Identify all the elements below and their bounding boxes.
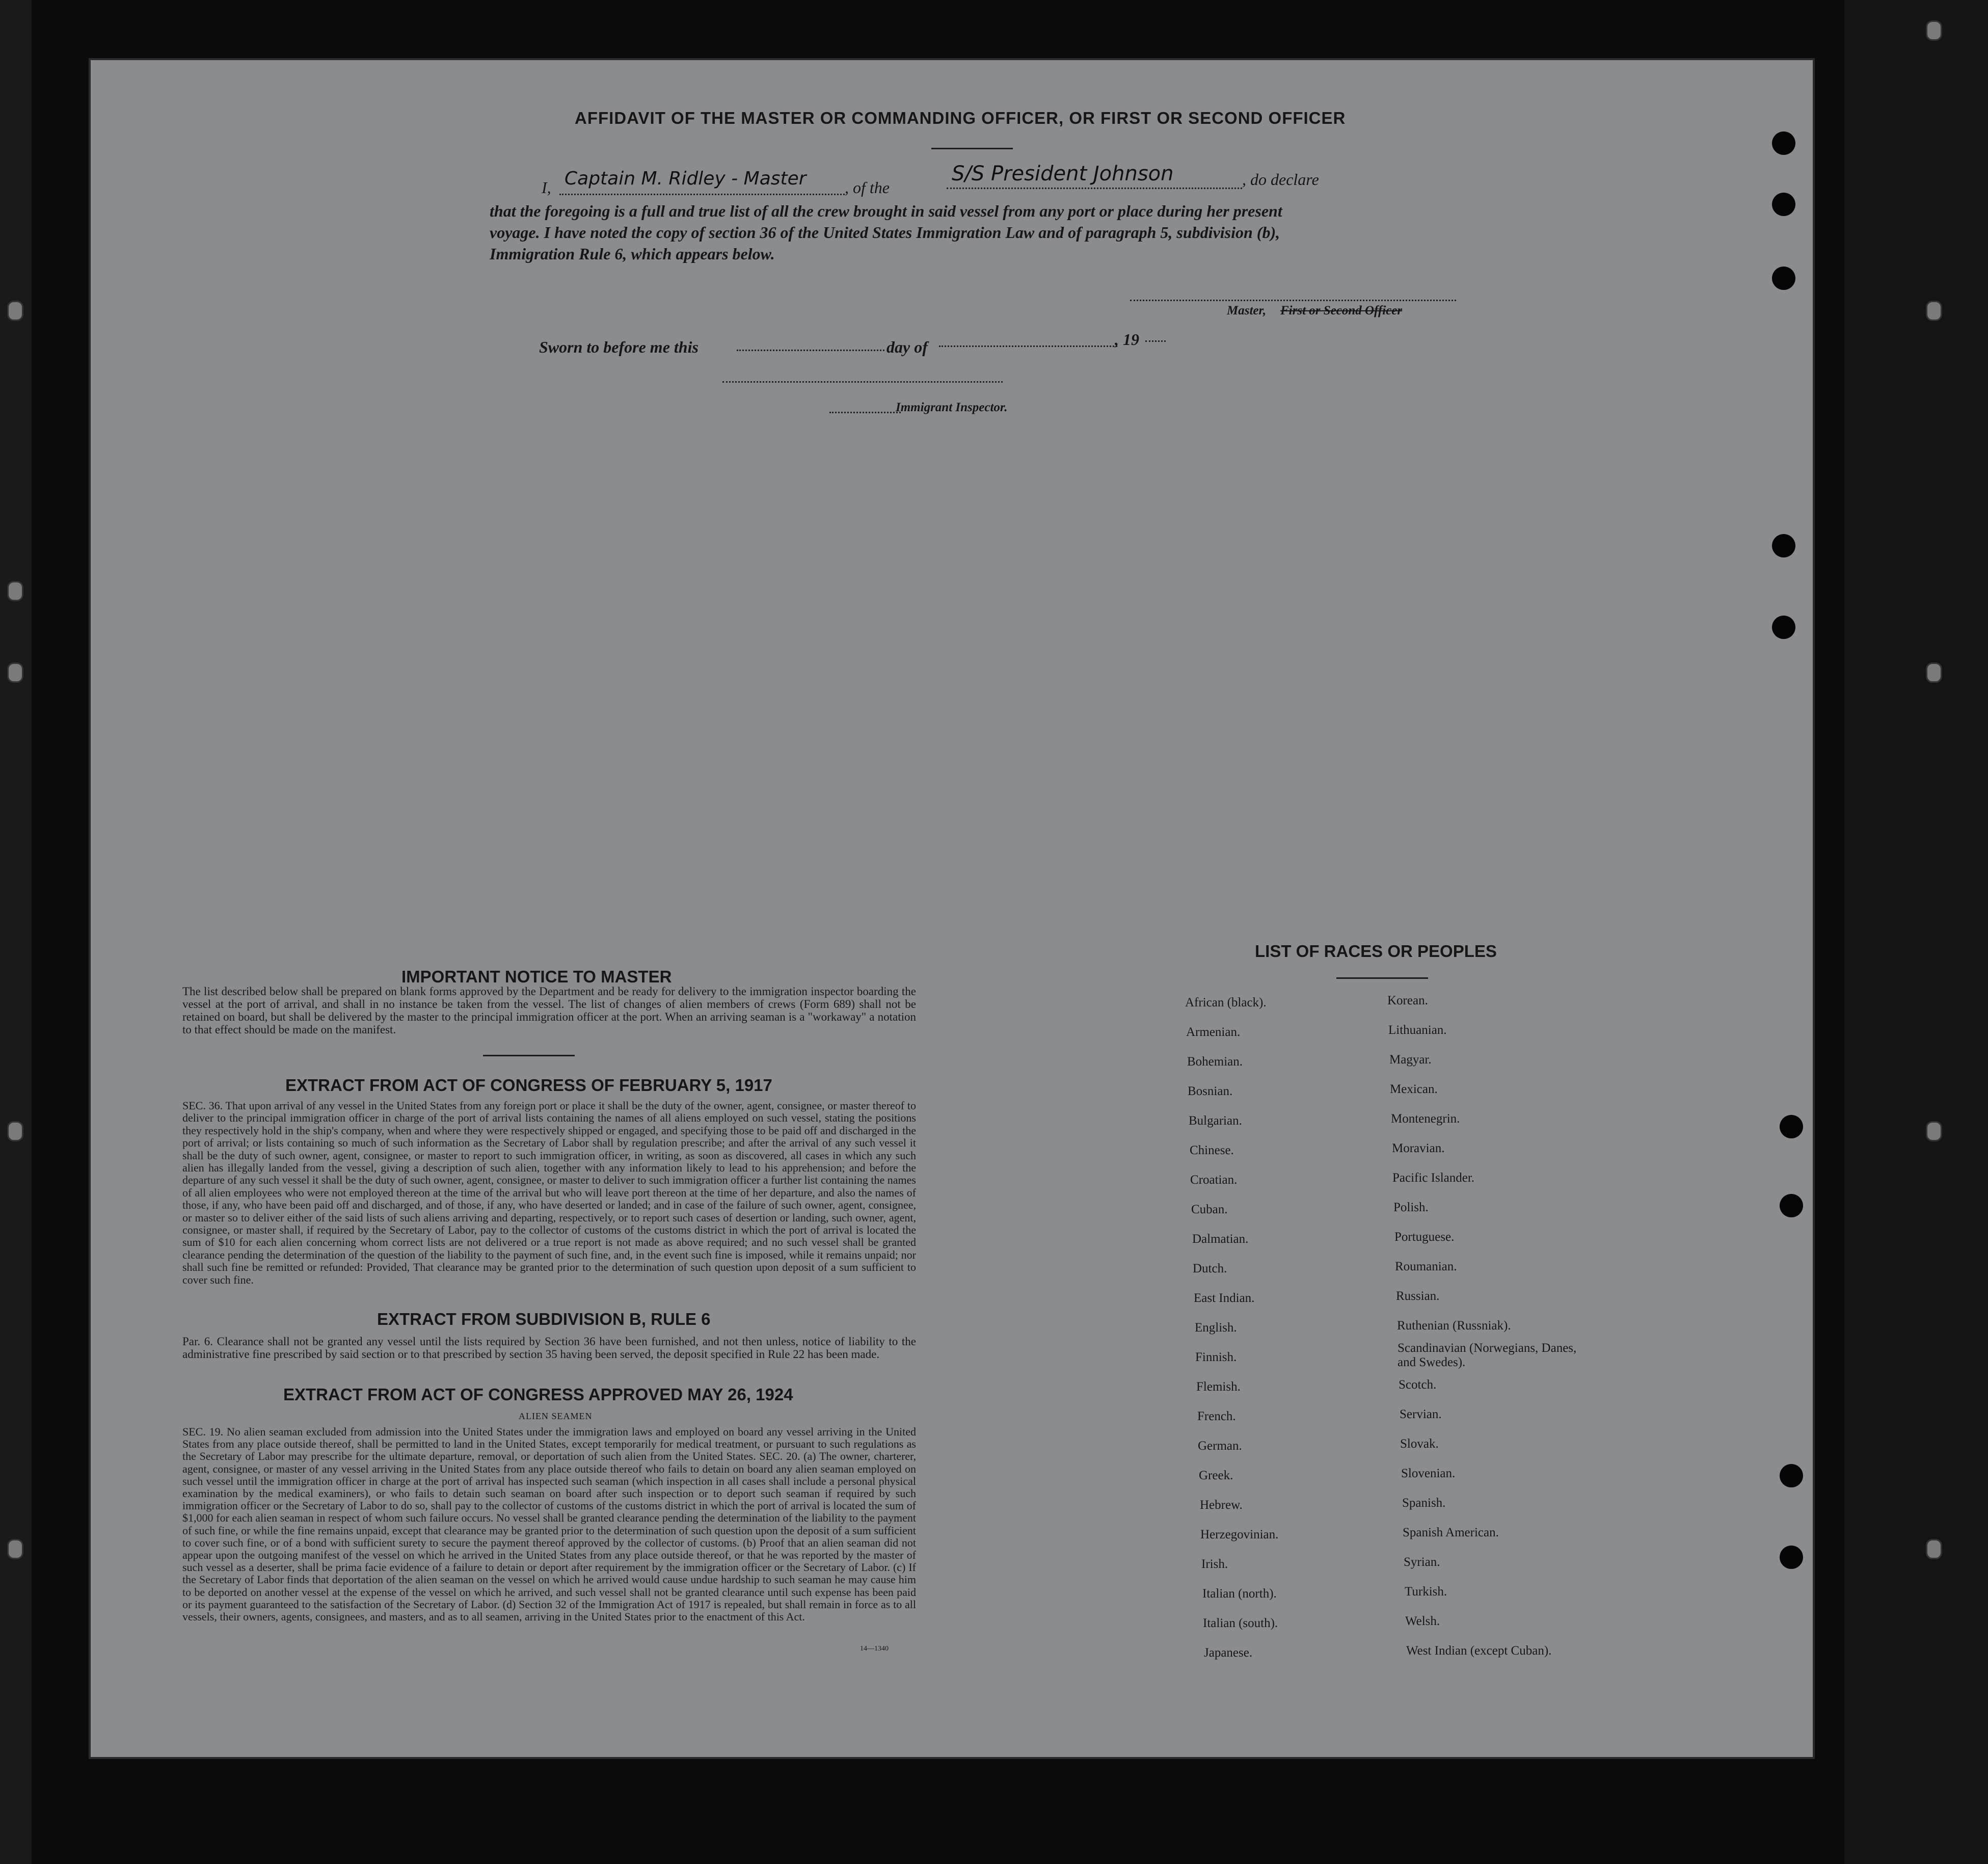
race-item: Bosnian.: [1188, 1084, 1233, 1098]
day-of: day of: [886, 338, 928, 356]
race-item: Chinese.: [1190, 1143, 1234, 1157]
document-page: [91, 60, 1813, 1757]
race-item: Lithuanian.: [1388, 1023, 1447, 1037]
race-item: East Indian.: [1194, 1291, 1255, 1305]
punch-hole: [1780, 1194, 1803, 1217]
sprocket-hole: [7, 301, 23, 321]
race-item: Montenegrin.: [1391, 1112, 1460, 1126]
sprocket-hole: [1926, 301, 1942, 321]
race-item: Flemish.: [1196, 1380, 1241, 1394]
race-item: Magyar.: [1389, 1053, 1432, 1067]
race-item: Portuguese.: [1394, 1230, 1455, 1244]
sworn-prefix: Sworn to before me this: [539, 338, 699, 356]
title-rule: [931, 148, 1013, 149]
notice-title: IMPORTANT NOTICE TO MASTER: [401, 967, 672, 986]
race-item: Finnish.: [1195, 1350, 1237, 1364]
punch-hole: [1780, 1546, 1803, 1569]
affidavit-line-3: voyage. I have noted the copy of section 36 of the United States Immigration Law and of paragraph 5, subdivision (b),: [490, 223, 1280, 242]
races-rule: [1336, 977, 1428, 979]
punch-hole: [1772, 131, 1795, 155]
vessel-name: S/S President Johnson: [952, 162, 1174, 185]
subdivision-text: Par. 6. Clearance shall not be granted any vessel until the lists required by Section 36 have been furnished, and not then unless, notice of liability to the administrative fine prescribed by said section or to that prescribed by section 35 having been served, the deposit specified in Rule 22 has been made.: [182, 1335, 916, 1361]
struck-officer-label: First or Second Officer: [1280, 304, 1403, 317]
race-item: Bohemian.: [1187, 1055, 1243, 1069]
punch-hole: [1772, 267, 1795, 290]
affidavit-line-4: Immigration Rule 6, which appears below.: [490, 245, 775, 263]
race-item: Turkish.: [1405, 1585, 1447, 1599]
punch-hole: [1772, 616, 1795, 639]
race-item: Italian (north).: [1202, 1587, 1277, 1601]
race-item: French.: [1197, 1409, 1236, 1423]
race-item: Slovak.: [1400, 1437, 1439, 1451]
sprocket-hole: [7, 1539, 23, 1559]
races-title: LIST OF RACES OR PEOPLES: [1255, 942, 1497, 961]
race-item: Bulgarian.: [1189, 1114, 1242, 1128]
extract-1924-text: SEC. 19. No alien seaman excluded from admission into the United States under the immigration laws and employed on board any vessel arriving in the United States from any place outside thereof, shall be permitted to land in the United States, except temporarily for medical treatment, or pursuant to such regulations as the Secretary of Labor may prescribe for the ultimate departure, removal, or deportation of such alien from the United States. SEC. 20. (a) The owner, charterer, agent, consignee, or master of any vessel arriving in the United States from any place outside thereof who fails to detain on board any alien seaman employed on such vessel until the immigration officer in charge at the port of arrival has inspected such seaman (which inspection in all cases shall include a personal physical examination by the medical examiners), or who fails to detain such seaman on board after such inspection or to deport such seaman if required by such immigration officer or the Secretary of Labor to do so, shall pay to the collector of customs of the customs district in which the port of arrival is located the sum of $1,000 for each alien seaman in respect of whom such failure occurs. No vessel shall be granted clearance pending the determination of the liability to the payment of such fine, or while the fine remains unpaid, except that clearance may be granted prior to the determination of such question upon the deposit of a sum sufficient to cover such fine, or of a bond with sufficient surety to secure the payment thereof approved by the collector of customs. (b) Proof that an alien seaman did not appear upon the outgoing manifest of the vessel on which he arrived in the United States from any place outside thereof, or that he was reported by the master of such vessel as a deserter, shall be prima facie evidence of a failure to detain or deport after requirement by the immigration officer or the Secretary of Labor. (c) If the Secretary of Labor finds that deportation of the alien seaman on the vessel on which he arrived would cause undue hardship to such seaman he may cause him to be deported on another vessel at the expense of the vessel on which he arrived, and such vessel shall not be granted clearance until such expense has been paid or its payment guaranteed to the satisfaction of the Secretary of Labor. (d) Section 32 of the Immigration Act of 1917 is repealed, but shall remain in force as to all vessels, their owners, agents, consignees, and masters, and as to all seamen, arriving in the United States prior to the enactment of this Act.: [182, 1425, 916, 1623]
signature-line: [1130, 300, 1456, 301]
race-item: Scotch.: [1399, 1378, 1437, 1392]
sprocket-hole: [7, 662, 23, 683]
affidavit-title: AFFIDAVIT OF THE MASTER OR COMMANDING OFFICER, OR FIRST OR SECOND OFFICER: [575, 109, 1346, 127]
extract-1917-title: EXTRACT FROM ACT OF CONGRESS OF FEBRUARY 5, 1917: [285, 1076, 772, 1095]
sprocket-hole: [1926, 20, 1942, 41]
sprocket-hole: [7, 1121, 23, 1141]
race-item: Hebrew.: [1200, 1498, 1243, 1512]
inspector-prefix-line: [829, 412, 901, 413]
race-item: Servian.: [1400, 1407, 1442, 1421]
extract-1917-text: SEC. 36. That upon arrival of any vessel in the United States from any foreign port or place it shall be the duty of the owner, agent, consignee, or master thereof to deliver to the principal immigration officer in charge of the port of arrival lists containing the names of all aliens employed on such vessel, stating the positions they respectively hold in the ship's company, when and where they were respectively shipped or engaged, and specifying those to be paid off and discharged in the port of arrival; or lists containing so much of such information as the Secretary of Labor shall by regulation prescribe; and after the arrival of any such vessel it shall be the duty of such owner, agent, consignee, or master to report to such immigration officer, in writing, as soon as discovered, all cases in which any such alien has illegally landed from the vessel, giving a description of such alien, together with any information likely to lead to his apprehension; and before the departure of any such vessel it shall be the duty of such owner, agent, consignee, or master to deliver to such immigration officer a further list containing the names of all alien employees who were not employed thereon at the time of the arrival but who will leave port thereon at the time of her departure, and also the names of those, if any, who have been paid off and discharged, and of those, if any, who have deserted or landed; and in case of the failure of such owner, agent, consignee, or master so to deliver either of the said lists of such aliens arriving and departing, respectively, or to report such cases of desertion or landing, such owner, agent, consignee, or master shall, if required by the Secretary of Labor, pay to the collector of customs of the customs district in which the port of arrival is located the sum of $10 for each alien concerning whom correct lists are not delivered or a true report is not made as above required; and no such vessel shall be granted clearance pending the determination of the question of the liability to the payment of such fine, and, in the event such fine is imposed, while it remains unpaid; nor shall such fine be remitted or refunded: Provided, That clearance may be granted prior to the determination of such question upon deposit of a sum sufficient to cover such fine.: [182, 1099, 916, 1286]
race-item: Cuban.: [1191, 1203, 1228, 1216]
race-item: Polish.: [1393, 1201, 1429, 1214]
race-item: Moravian.: [1392, 1141, 1445, 1155]
race-item: Mexican.: [1390, 1082, 1438, 1096]
year-prefix: , 19: [1115, 330, 1139, 349]
extract-1924-subtitle: ALIEN SEAMEN: [519, 1411, 593, 1421]
race-item: Croatian.: [1190, 1173, 1238, 1187]
sprocket-hole: [1926, 1121, 1942, 1141]
film-edge-right: [1844, 0, 1988, 1864]
i-word: I,: [542, 178, 551, 197]
notice-text: The list described below shall be prepared on blank forms approved by the Department and be ready for delivery to the immigration inspector boarding the vessel at the port of arrival, and shall in no instance be taken from the vessel. The list of changes of alien members of crews (Form 689) shall not be retained on board, but shall be delivered by the master to the principal immigration officer at the port. When an arriving seaman is a "workaway" a notation to that effect should be made on the manifest.: [182, 985, 916, 1036]
race-item: West Indian (except Cuban).: [1406, 1644, 1552, 1658]
punch-hole: [1780, 1115, 1803, 1138]
race-item: Herzegovinian.: [1200, 1528, 1279, 1541]
do-declare: , do declare: [1242, 170, 1319, 189]
race-item: Pacific Islander.: [1392, 1171, 1475, 1185]
vessel-line: [947, 188, 1242, 189]
punch-hole: [1772, 193, 1795, 216]
race-item: Dalmatian.: [1192, 1232, 1249, 1246]
race-item: Armenian.: [1186, 1025, 1241, 1039]
race-item: Syrian.: [1404, 1555, 1440, 1569]
affidavit-line-2: that the foregoing is a full and true list of all the crew brought in said vessel from any port or place during her present: [490, 202, 1282, 220]
race-item: German.: [1198, 1439, 1242, 1453]
race-item: Japanese.: [1204, 1646, 1253, 1660]
race-item: Scandinavian (Norwegians, Danes, and Swedes).: [1398, 1341, 1577, 1369]
race-item: Italian (south).: [1203, 1616, 1278, 1630]
punch-hole: [1780, 1464, 1803, 1487]
race-item: Spanish.: [1402, 1496, 1446, 1510]
sworn-month-line: [939, 345, 1117, 347]
race-item: Korean.: [1387, 994, 1428, 1007]
race-item: Russian.: [1396, 1289, 1440, 1303]
extract-1924-title: EXTRACT FROM ACT OF CONGRESS APPROVED MAY 26, 1924: [283, 1385, 793, 1404]
name-line: [559, 194, 845, 195]
inspector-label: Immigrant Inspector.: [896, 401, 1008, 414]
form-number: 14—1340: [860, 1645, 889, 1653]
master-name: Captain M. Ridley - Master: [565, 168, 807, 189]
year-line: [1145, 340, 1166, 342]
subdivision-title: EXTRACT FROM SUBDIVISION B, RULE 6: [377, 1310, 711, 1328]
race-item: African (black).: [1185, 996, 1267, 1009]
master-label: Master,: [1227, 304, 1267, 317]
sprocket-hole: [1926, 1539, 1942, 1559]
notice-rule: [483, 1055, 575, 1056]
of-the: , of the: [845, 178, 890, 197]
sworn-day-line: [737, 350, 884, 351]
race-item: English.: [1195, 1321, 1237, 1335]
sprocket-hole: [1926, 662, 1942, 683]
race-item: Greek.: [1199, 1469, 1233, 1482]
inspector-signature-line: [722, 381, 1003, 383]
race-item: Dutch.: [1193, 1262, 1227, 1275]
race-item: Slovenian.: [1401, 1467, 1456, 1480]
race-item: Spanish American.: [1403, 1526, 1499, 1539]
race-item: Ruthenian (Russniak).: [1397, 1319, 1511, 1333]
race-item: Roumanian.: [1395, 1260, 1457, 1273]
race-item: Welsh.: [1405, 1614, 1440, 1628]
punch-hole: [1772, 534, 1795, 557]
sprocket-hole: [7, 581, 23, 601]
film-edge-left: [0, 0, 32, 1864]
race-item: Irish.: [1201, 1557, 1228, 1571]
